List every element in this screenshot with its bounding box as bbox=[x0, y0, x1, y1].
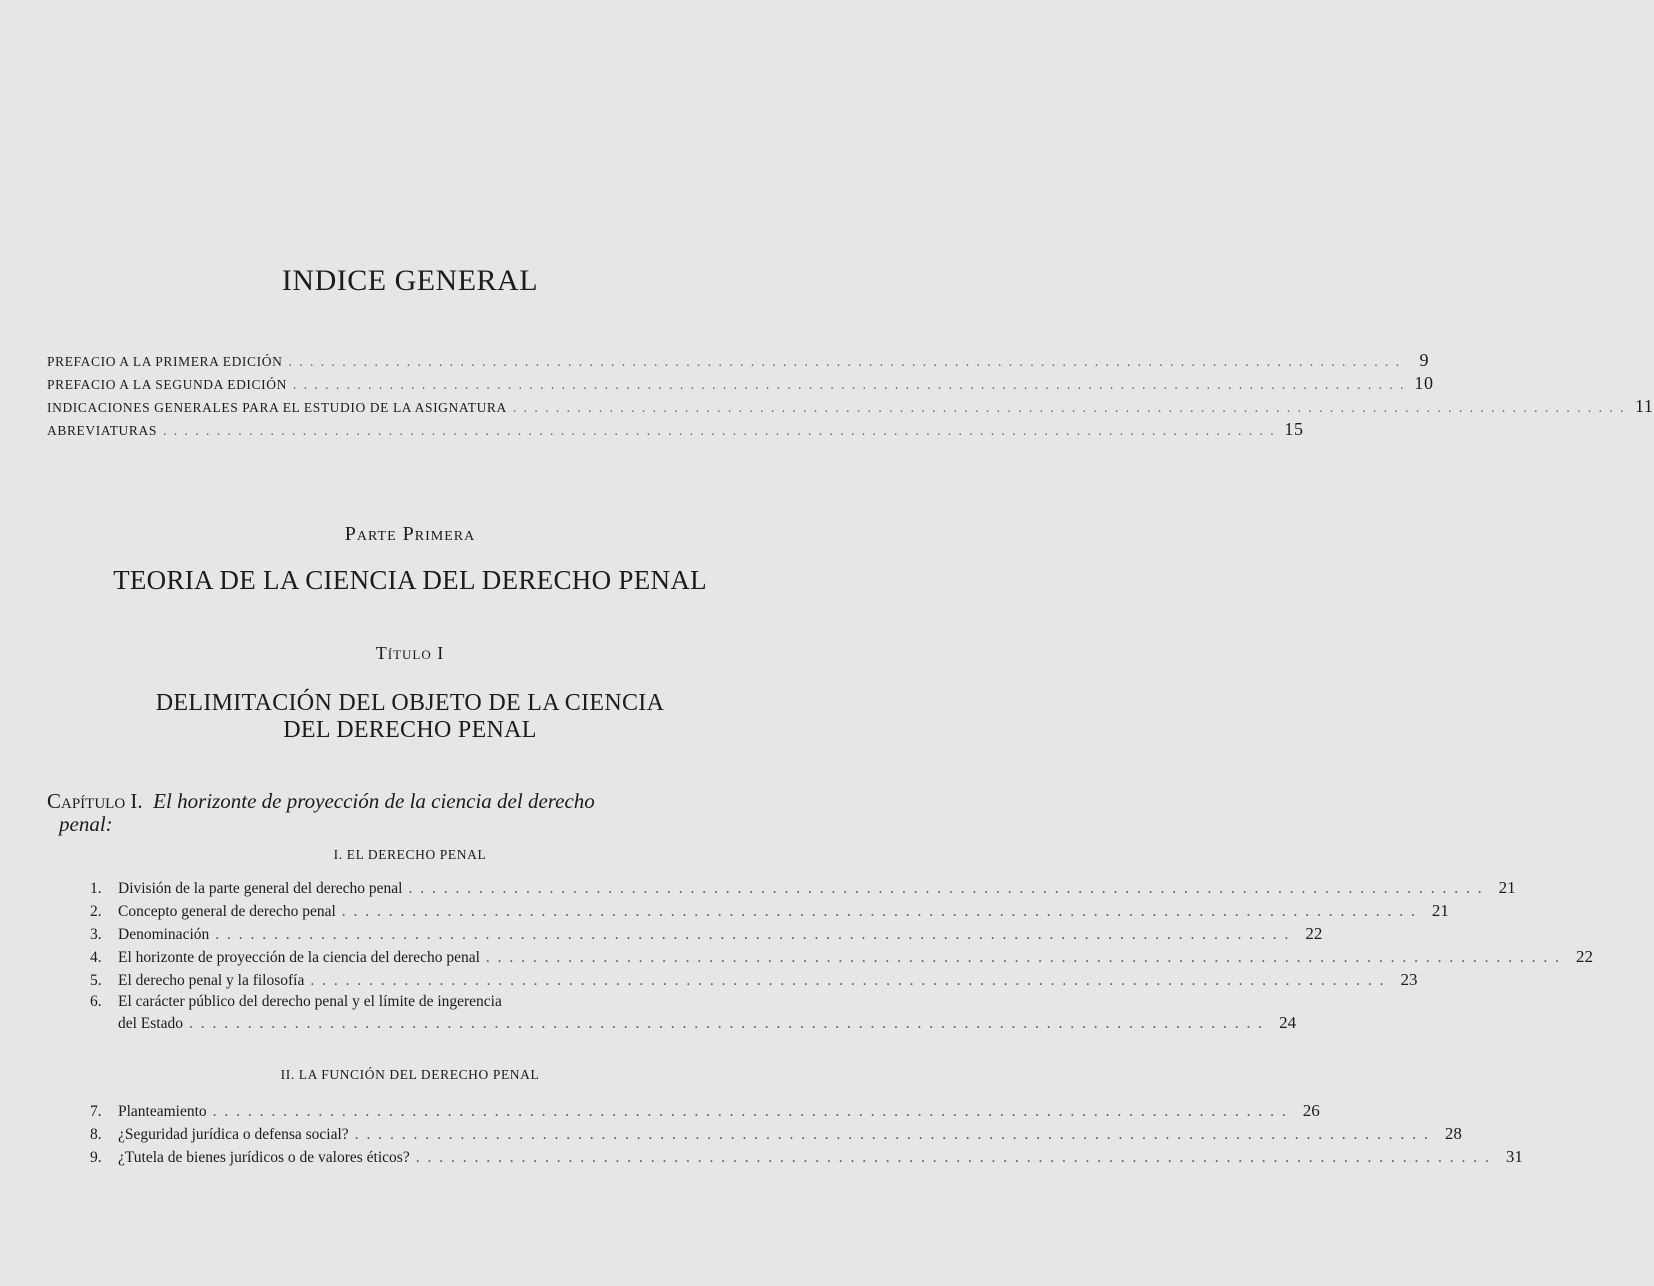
entry-label: ¿Tutela de bienes jurídicos o de valores éticos? bbox=[118, 1149, 410, 1166]
leader-dots bbox=[486, 949, 1561, 967]
leader-dots bbox=[288, 354, 1401, 370]
front-matter-item bbox=[47, 350, 1430, 371]
entry-label: Planteamiento bbox=[118, 1103, 207, 1120]
entry-number: 9. bbox=[90, 1149, 102, 1166]
front-matter-page: 10 bbox=[1414, 373, 1434, 393]
chapter-heading bbox=[47, 790, 697, 836]
entry-page: 22 bbox=[1576, 947, 1594, 966]
titulo-title-line: DELIMITACIÓN DEL OBJETO DE LA CIENCIA bbox=[155, 690, 665, 716]
entry-number: 6. bbox=[90, 993, 102, 1010]
section-heading: II. LA FUNCIÓN DEL DERECHO PENAL bbox=[280, 1067, 540, 1082]
leader-dots bbox=[416, 1149, 1491, 1167]
entry-label: División de la parte general del derecho penal bbox=[118, 880, 403, 897]
leader-dots bbox=[342, 903, 1417, 921]
toc-entry bbox=[90, 970, 1418, 990]
page-title: INDICE GENERAL bbox=[281, 264, 539, 297]
toc-entry bbox=[90, 1101, 1320, 1121]
leader-dots bbox=[163, 423, 1276, 439]
leader-dots bbox=[355, 1126, 1430, 1144]
entry-number: 2. bbox=[90, 903, 102, 920]
toc-entry bbox=[90, 924, 1323, 944]
leader-dots bbox=[213, 1103, 1288, 1121]
entry-label: Concepto general de derecho penal bbox=[118, 903, 336, 920]
entry-page: 26 bbox=[1302, 1101, 1320, 1120]
toc-entry bbox=[90, 901, 1449, 921]
chapter-title: El horizonte de proyección de la ciencia del derecho bbox=[153, 789, 595, 813]
front-matter-item bbox=[47, 373, 1434, 394]
titulo-label: Título I bbox=[375, 643, 445, 663]
entry-number: 1. bbox=[90, 880, 102, 897]
entry-page: 21 bbox=[1498, 878, 1516, 897]
front-matter-label: INDICACIONES GENERALES PARA EL ESTUDIO DE LA ASIGNATURA bbox=[47, 400, 507, 415]
leader-dots bbox=[408, 880, 1483, 898]
entry-page: 23 bbox=[1400, 970, 1418, 989]
entry-label: El carácter público del derecho penal y el límite de ingerencia bbox=[118, 993, 502, 1010]
entry-label: Denominación bbox=[118, 926, 210, 943]
entry-number: 3. bbox=[90, 926, 102, 943]
entry-label: El derecho penal y la filosofía bbox=[118, 972, 305, 989]
part-label: Parte Primera bbox=[344, 523, 476, 545]
front-matter-item bbox=[47, 419, 1304, 440]
leader-dots bbox=[293, 377, 1406, 393]
toc-entry bbox=[90, 1147, 1523, 1167]
front-matter-label: ABREVIATURAS bbox=[47, 423, 157, 438]
titulo-title bbox=[0, 690, 820, 744]
entry-number: 7. bbox=[90, 1103, 102, 1120]
toc-entry bbox=[90, 1124, 1462, 1144]
front-matter-label: PREFACIO A LA PRIMERA EDICIÓN bbox=[47, 354, 283, 369]
entry-label: El horizonte de proyección de la ciencia del derecho penal bbox=[118, 949, 480, 966]
entry-number: 8. bbox=[90, 1126, 102, 1143]
chapter-label: Capítulo I. bbox=[47, 789, 143, 813]
leader-dots bbox=[189, 1015, 1264, 1033]
front-matter-page: 15 bbox=[1284, 419, 1304, 439]
leader-dots bbox=[513, 400, 1626, 416]
toc-entry bbox=[90, 947, 1594, 967]
entry-label-cont: del Estado bbox=[118, 1015, 183, 1032]
leader-dots bbox=[310, 972, 1385, 990]
leader-dots bbox=[215, 926, 1290, 944]
front-matter-item bbox=[47, 396, 1654, 417]
section-heading: I. EL DERECHO PENAL bbox=[333, 847, 487, 862]
front-matter-list bbox=[47, 350, 1654, 440]
entry-number: 4. bbox=[90, 949, 102, 966]
entry-number: 5. bbox=[90, 972, 102, 989]
part-title: TEORIA DE LA CIENCIA DEL DERECHO PENAL bbox=[113, 565, 707, 595]
toc-entry bbox=[90, 878, 1516, 898]
titulo-title-line: DEL DERECHO PENAL bbox=[283, 716, 537, 743]
front-matter-page: 11 bbox=[1634, 396, 1654, 416]
chapter-title-cont: penal: bbox=[59, 812, 113, 837]
front-matter-page: 9 bbox=[1419, 350, 1430, 370]
toc-entry bbox=[90, 993, 1297, 1033]
entry-page: 21 bbox=[1431, 901, 1449, 920]
entry-page: 31 bbox=[1505, 1147, 1523, 1166]
entry-page: 22 bbox=[1305, 924, 1323, 943]
entry-page: 24 bbox=[1279, 1013, 1297, 1032]
section-entries bbox=[90, 1101, 1523, 1167]
entry-label: ¿Seguridad jurídica o defensa social? bbox=[118, 1126, 349, 1143]
entry-page: 28 bbox=[1444, 1124, 1462, 1143]
section-entries bbox=[90, 878, 1594, 1033]
front-matter-label: PREFACIO A LA SEGUNDA EDICIÓN bbox=[47, 377, 287, 392]
